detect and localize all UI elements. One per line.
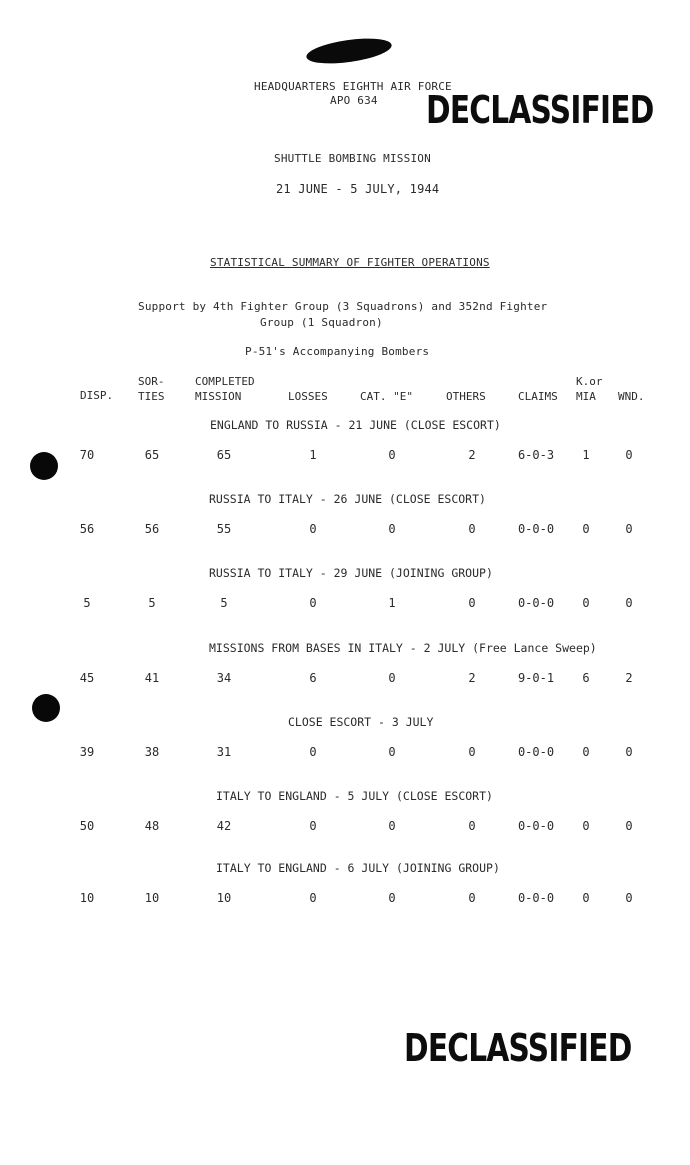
cell-wnd: 0 [625, 745, 633, 759]
cell-k-or-mia: 0 [582, 596, 590, 610]
cell-disp: 45 [79, 671, 95, 685]
cell-others: 2 [468, 448, 476, 462]
cell-losses: 6 [309, 671, 317, 685]
cell-losses: 0 [309, 596, 317, 610]
col-header-cat-e: CAT. "E" [360, 390, 413, 403]
cell-cat-e: 0 [388, 671, 396, 685]
cell-losses: 0 [309, 819, 317, 833]
cell-claims: 0-0-0 [517, 596, 555, 610]
section-title: CLOSE ESCORT - 3 JULY [288, 715, 434, 729]
cell-cat-e: 0 [388, 448, 396, 462]
cell-k-or-mia: 0 [582, 891, 590, 905]
punch-hole [30, 452, 58, 480]
summary-title: STATISTICAL SUMMARY OF FIGHTER OPERATIONS [210, 256, 490, 269]
section-title: RUSSIA TO ITALY - 29 JUNE (JOINING GROUP) [209, 566, 493, 580]
col-header-completed-1: COMPLETED [195, 375, 255, 388]
cell-others: 0 [468, 891, 476, 905]
mission-dates: 21 JUNE - 5 JULY, 1944 [276, 182, 440, 196]
cell-disp: 5 [83, 596, 91, 610]
cell-disp: 70 [79, 448, 95, 462]
col-header-sorties-2: TIES [138, 390, 165, 403]
declassified-stamp-top: DECLASSIFIED [426, 88, 654, 132]
section-title: ENGLAND TO RUSSIA - 21 JUNE (CLOSE ESCORT) [210, 418, 501, 432]
section-title: MISSIONS FROM BASES IN ITALY - 2 JULY (Free Lance Sweep) [209, 641, 597, 655]
cell-claims: 0-0-0 [517, 745, 555, 759]
support-line-1: Support by 4th Fighter Group (3 Squadrons) and 352nd Fighter [138, 300, 548, 313]
cell-losses: 0 [309, 522, 317, 536]
cell-others: 0 [468, 819, 476, 833]
header-line-hq: HEADQUARTERS EIGHTH AIR FORCE [254, 80, 452, 93]
col-header-claims: CLAIMS [518, 390, 558, 403]
cell-losses: 1 [309, 448, 317, 462]
cell-others: 0 [468, 745, 476, 759]
mission-title: SHUTTLE BOMBING MISSION [274, 152, 431, 165]
cell-losses: 0 [309, 891, 317, 905]
cell-k-or-mia: 0 [582, 522, 590, 536]
cell-wnd: 0 [625, 522, 633, 536]
declassified-stamp-bottom: DECLASSIFIED [404, 1026, 632, 1070]
cell-wnd: 0 [625, 596, 633, 610]
cell-disp: 10 [79, 891, 95, 905]
col-header-kor-1: K.or [576, 375, 603, 388]
col-header-others: OTHERS [446, 390, 486, 403]
cell-claims: 9-0-1 [517, 671, 555, 685]
cell-wnd: 0 [625, 448, 633, 462]
cell-k-or-mia: 0 [582, 745, 590, 759]
punch-hole [32, 694, 60, 722]
support-line-2: Group (1 Squadron) [260, 316, 383, 329]
cell-completed: 5 [220, 596, 228, 610]
cell-sorties: 5 [148, 596, 156, 610]
col-header-losses: LOSSES [288, 390, 328, 403]
subheading: P-51's Accompanying Bombers [245, 345, 430, 358]
col-header-sorties-1: SOR- [138, 375, 165, 388]
cell-cat-e: 1 [388, 596, 396, 610]
cell-others: 0 [468, 596, 476, 610]
cell-claims: 6-0-3 [517, 448, 555, 462]
col-header-completed-2: MISSION [195, 390, 242, 403]
section-title: ITALY TO ENGLAND - 6 JULY (JOINING GROUP) [216, 861, 500, 875]
cell-disp: 56 [79, 522, 95, 536]
cell-wnd: 0 [625, 891, 633, 905]
cell-completed: 42 [216, 819, 232, 833]
redaction-mark [305, 34, 393, 68]
cell-cat-e: 0 [388, 819, 396, 833]
cell-others: 0 [468, 522, 476, 536]
cell-completed: 55 [216, 522, 232, 536]
cell-sorties: 48 [144, 819, 160, 833]
cell-claims: 0-0-0 [517, 819, 555, 833]
cell-others: 2 [468, 671, 476, 685]
cell-losses: 0 [309, 745, 317, 759]
cell-disp: 50 [79, 819, 95, 833]
cell-sorties: 65 [144, 448, 160, 462]
cell-k-or-mia: 6 [582, 671, 590, 685]
cell-completed: 65 [216, 448, 232, 462]
cell-sorties: 38 [144, 745, 160, 759]
cell-sorties: 10 [144, 891, 160, 905]
cell-claims: 0-0-0 [517, 891, 555, 905]
cell-sorties: 41 [144, 671, 160, 685]
cell-completed: 34 [216, 671, 232, 685]
cell-completed: 10 [216, 891, 232, 905]
cell-k-or-mia: 1 [582, 448, 590, 462]
col-header-wnd: WND. [618, 390, 645, 403]
cell-disp: 39 [79, 745, 95, 759]
cell-claims: 0-0-0 [517, 522, 555, 536]
col-header-disp: DISP. [80, 389, 114, 402]
cell-wnd: 2 [625, 671, 633, 685]
cell-sorties: 56 [144, 522, 160, 536]
cell-cat-e: 0 [388, 745, 396, 759]
cell-k-or-mia: 0 [582, 819, 590, 833]
cell-completed: 31 [216, 745, 232, 759]
cell-wnd: 0 [625, 819, 633, 833]
section-title: ITALY TO ENGLAND - 5 JULY (CLOSE ESCORT) [216, 789, 493, 803]
cell-cat-e: 0 [388, 522, 396, 536]
header-line-apo: APO 634 [330, 94, 378, 107]
section-title: RUSSIA TO ITALY - 26 JUNE (CLOSE ESCORT) [209, 492, 486, 506]
cell-cat-e: 0 [388, 891, 396, 905]
col-header-kor-2: MIA [576, 390, 596, 403]
